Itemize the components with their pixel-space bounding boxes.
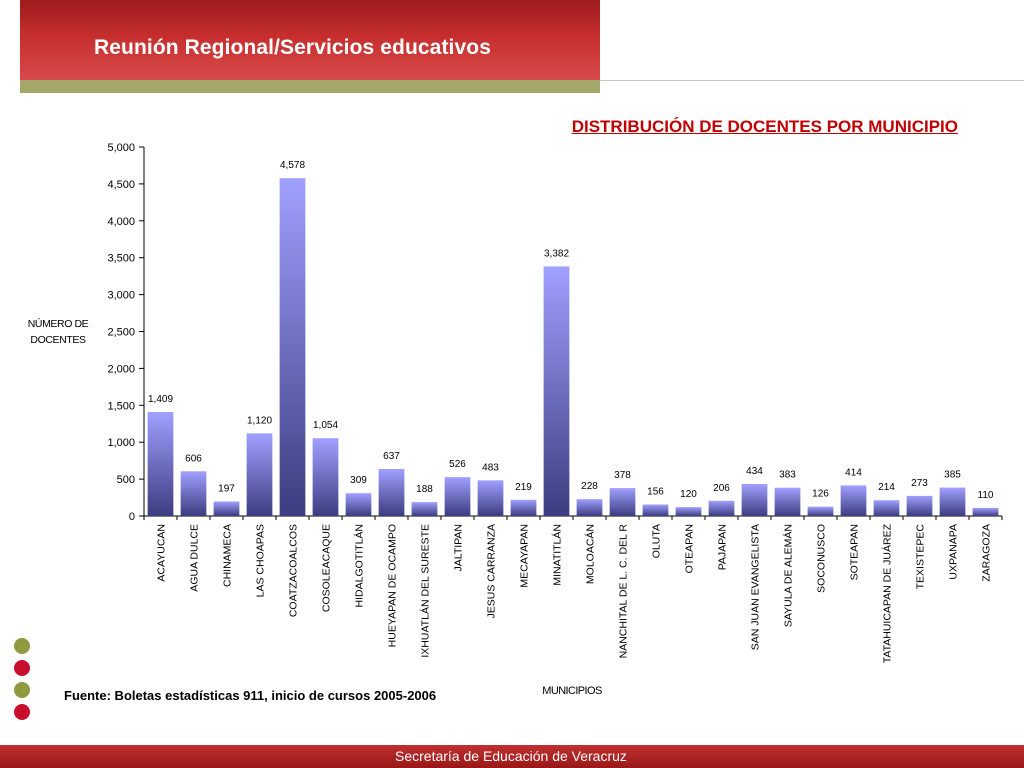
bar — [478, 480, 504, 516]
bar — [214, 501, 240, 516]
decor-dot — [14, 638, 30, 654]
y-tick-label: 1,500 — [107, 400, 135, 413]
bar — [511, 500, 537, 516]
x-tick-label: UXPANAPA — [947, 524, 960, 580]
y-tick-label: 2,500 — [107, 326, 135, 339]
x-tick-label: TATAHUICAPAN DE JUÁREZ — [881, 524, 894, 664]
y-tick-label: 4,000 — [107, 215, 135, 228]
data-label: 273 — [911, 477, 928, 489]
x-tick-label: OLUTA — [650, 524, 663, 559]
x-tick-label: HUEYAPAN DE OCAMPO — [386, 524, 399, 648]
data-label: 606 — [185, 453, 202, 465]
y-tick-label: 3,500 — [107, 252, 135, 265]
data-label: 156 — [647, 486, 664, 498]
data-label: 206 — [713, 482, 730, 494]
x-tick-label: SOCONUSCO — [815, 524, 828, 593]
x-tick-label: LAS CHOAPAS — [254, 524, 267, 598]
data-label: 3,382 — [543, 248, 570, 260]
x-tick-label: SAYULA DE ALEMÁN — [782, 524, 795, 628]
bar — [346, 493, 372, 516]
bar — [742, 484, 768, 516]
x-tick-label: NANCHITAL DE L. C. DEL R — [617, 524, 630, 659]
data-label: 126 — [812, 488, 829, 500]
decor-dot — [14, 660, 30, 676]
y-tick-label: 1,000 — [107, 437, 135, 450]
bar — [874, 500, 900, 516]
x-tick-label: ACAYUCAN — [155, 524, 168, 582]
x-tick-label: JESUS CARRANZA — [485, 524, 498, 619]
x-tick-label: MECAYAPAN — [518, 524, 531, 588]
footer-text: Secretaría de Educación de Veracruz — [395, 748, 627, 764]
data-label: 383 — [779, 469, 796, 481]
data-label: 309 — [350, 475, 367, 487]
x-tick-label: JALTIPAN — [452, 524, 465, 572]
y-tick-label: 0 — [128, 511, 135, 523]
data-label: 110 — [977, 489, 994, 501]
data-label: 188 — [416, 484, 433, 496]
data-label: 228 — [581, 481, 598, 493]
bar — [676, 507, 702, 516]
data-label: 385 — [944, 469, 961, 481]
bar — [445, 477, 471, 516]
y-tick-label: 5,000 — [107, 142, 135, 154]
data-label: 1,120 — [246, 415, 273, 427]
y-tick-label: 2,000 — [107, 363, 135, 376]
x-tick-label: OTEAPAN — [683, 524, 696, 574]
bar — [907, 496, 933, 516]
data-label: 4,578 — [279, 160, 306, 172]
x-tick-label: CHINAMECA — [221, 524, 234, 588]
data-label: 1,054 — [312, 420, 339, 432]
bar — [313, 438, 339, 516]
x-tick-label: SOTEAPAN — [848, 524, 861, 581]
y-tick-label: 500 — [116, 474, 135, 487]
decor-dot — [14, 704, 30, 720]
y-tick-label: 4,500 — [107, 178, 135, 191]
x-tick-label: MOLOACÁN — [584, 524, 597, 585]
bar — [610, 488, 636, 516]
x-tick-label: ZARAGOZA — [980, 524, 993, 582]
x-tick-label: HIDALGOTITLÁN — [353, 524, 366, 608]
chart-title: DISTRIBUCIÓN DE DOCENTES POR MUNICIPIO — [571, 117, 958, 136]
data-label: 434 — [746, 465, 763, 477]
x-tick-label: PAJAPAN — [716, 524, 729, 571]
bar — [577, 499, 603, 516]
data-label: 483 — [482, 462, 499, 474]
bar — [544, 266, 570, 516]
bar — [280, 178, 306, 516]
bar — [412, 502, 438, 516]
x-tick-label: SAN JUAN EVANGELISTA — [749, 524, 762, 651]
bar — [775, 488, 801, 516]
bar — [940, 488, 966, 516]
x-tick-label: IXHUATLÁN DEL SURESTE — [419, 524, 432, 658]
footer-bar — [0, 745, 1024, 768]
x-tick-label: COSOLEACAQUE — [320, 524, 333, 613]
data-label: 378 — [614, 470, 631, 482]
data-label: 219 — [515, 481, 532, 493]
y-axis-label: NÚMERO DE — [27, 318, 89, 330]
data-label: 1,409 — [147, 394, 174, 406]
bar — [181, 471, 207, 516]
bar — [973, 508, 999, 516]
data-label: 637 — [383, 450, 400, 462]
decor-dot — [14, 682, 30, 698]
page-title: Reunión Regional/Servicios educativos — [94, 36, 491, 59]
y-axis-label: DOCENTES — [30, 334, 86, 346]
data-label: 197 — [218, 483, 235, 495]
bar — [247, 433, 273, 516]
data-label: 414 — [845, 467, 862, 479]
bar — [379, 469, 405, 516]
data-label: 214 — [878, 482, 895, 494]
bar — [643, 504, 669, 516]
x-axis-label: MUNICIPIOS — [542, 685, 602, 697]
source-note: Fuente: Boletas estadísticas 911, inicio de cursos 2005-2006 — [64, 688, 437, 703]
y-tick-label: 3,000 — [107, 289, 135, 302]
x-tick-label: COATZACOALCOS — [287, 524, 300, 618]
bar — [841, 485, 867, 516]
data-label: 526 — [449, 459, 466, 471]
bar — [148, 412, 174, 516]
bar — [808, 507, 834, 516]
x-tick-label: TEXISTEPEC — [914, 524, 927, 590]
bar — [709, 501, 735, 516]
x-tick-label: MINATITLÁN — [551, 524, 564, 586]
data-label: 120 — [680, 489, 697, 501]
x-tick-label: AGUA DULCE — [188, 524, 201, 592]
